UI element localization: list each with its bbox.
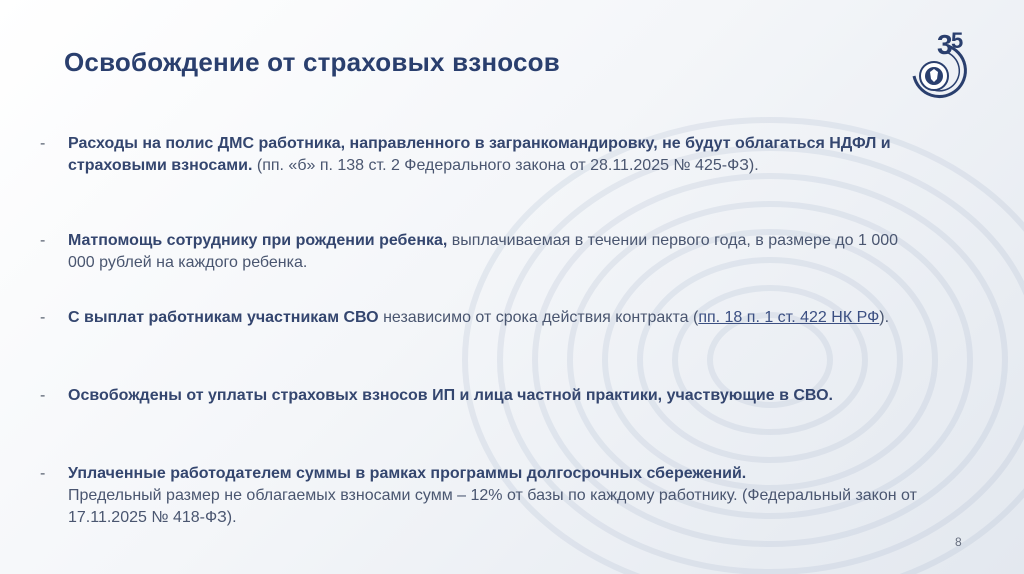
list-item-bold-text: Уплаченные работодателем суммы в рамках программы долгосрочных сбережений.	[68, 465, 747, 482]
bullet-dash: -	[40, 309, 46, 326]
list-item-text	[68, 385, 928, 407]
bullet-dash: -	[40, 387, 46, 404]
list-item-bold-text: Матпомощь сотруднику при рождении ребенка,	[68, 232, 448, 249]
list-item-normal-text: независимо от срока действия контракта (	[378, 309, 699, 326]
list-item-bold-text: С выплат работникам участникам СВО	[68, 309, 379, 326]
list-item-text	[68, 230, 928, 274]
list-item-text	[68, 133, 928, 177]
list-item-normal-text: Предельный размер не облагаемых взносами сумм – 12% от базы по каждому работнику. (Федеральный закон от 17.11.2025 № 418-ФЗ).	[68, 487, 917, 526]
bullet-dash: -	[40, 232, 46, 249]
slide-title: Освобождение от страховых взносов	[64, 47, 560, 77]
list-item-text	[68, 463, 928, 529]
page-number: 8	[955, 535, 962, 549]
list-item-bold-text: Расходы на полис ДМС работника, направленного в загранкомандировку, не будут облагаться НДФЛ и страховыми взносами.	[68, 135, 891, 174]
list-item-bold-text: Освобождены от уплаты страховых взносов ИП и лица частной практики, участвующие в СВО.	[68, 387, 833, 404]
svg-text:5: 5	[951, 28, 964, 53]
list-item-normal-text: выплачиваемая в течении первого года, в размере до 1 000 000 рублей на каждого ребенка.	[68, 232, 899, 271]
law-reference-link[interactable]: пп. 18 п. 1 ст. 422 НК РФ	[698, 309, 880, 326]
bullet-dash: -	[40, 135, 46, 152]
list-item-text	[68, 307, 928, 329]
svg-text:3: 3	[937, 29, 953, 60]
list-item-normal-text: ).	[879, 309, 890, 326]
anniversary-35-emblem-icon	[904, 28, 974, 102]
list-item-normal-text: (пп. «б» п. 138 ст. 2 Федерального закона от 28.11.2025 № 425-ФЗ).	[252, 157, 759, 174]
bullet-dash: -	[40, 465, 46, 482]
